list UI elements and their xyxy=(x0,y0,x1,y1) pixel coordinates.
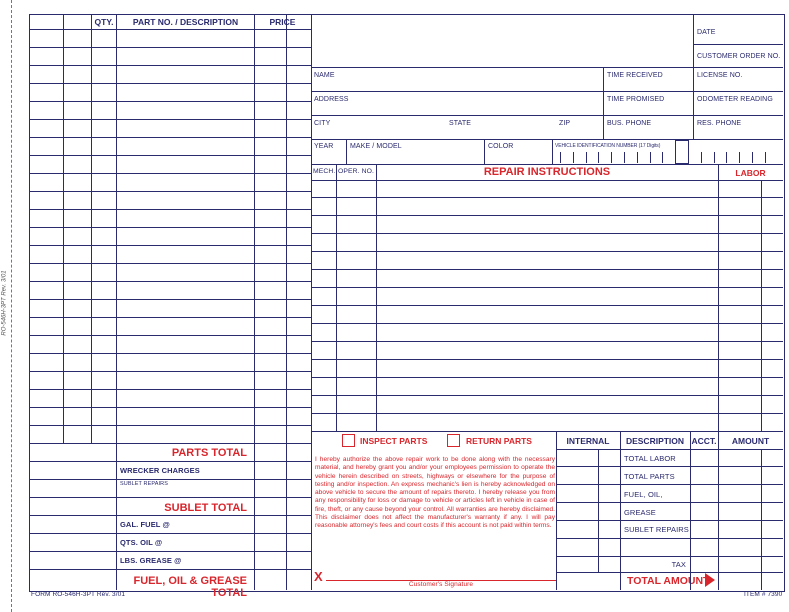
fuel-oil-grease-total-label: FUEL, OIL & GREASE TOTAL xyxy=(133,575,247,599)
summary-col-line xyxy=(761,449,762,590)
summary-row-line xyxy=(556,572,783,573)
parts-row-line xyxy=(29,299,311,300)
inspect-parts-checkbox[interactable] xyxy=(342,434,355,447)
tax-label: TAX xyxy=(671,560,686,569)
zip-field[interactable]: ZIP xyxy=(559,120,571,127)
name-field[interactable]: NAME xyxy=(314,72,335,79)
repair-row-line xyxy=(311,287,783,288)
parts-row-line xyxy=(29,479,311,480)
repair-instructions-title: REPAIR INSTRUCTIONS xyxy=(483,166,611,178)
description-header: DESCRIPTION xyxy=(625,436,685,446)
repair-row-line xyxy=(311,251,783,252)
customer-order-field[interactable]: CUSTOMER ORDER NO. xyxy=(697,53,781,60)
info-line xyxy=(693,44,783,45)
labor-header: LABOR xyxy=(735,168,766,178)
repair-header-line xyxy=(311,180,783,181)
return-parts-checkbox[interactable] xyxy=(447,434,460,447)
repair-row-line xyxy=(311,359,783,360)
parts-row-line xyxy=(29,29,311,30)
parts-row-line xyxy=(29,227,311,228)
state-field[interactable]: STATE xyxy=(449,120,472,127)
repair-row-line xyxy=(311,233,783,234)
vin-digit-tick xyxy=(598,152,599,163)
vin-digit-tick xyxy=(662,152,663,163)
summary-row-line xyxy=(556,538,783,539)
parts-row-line xyxy=(29,335,311,336)
summary-col-line xyxy=(598,449,599,572)
amount-header: AMOUNT xyxy=(731,436,770,446)
summary-row-line xyxy=(556,502,783,503)
parts-row-line xyxy=(29,263,311,264)
parts-row-line xyxy=(29,371,311,372)
repair-row-line xyxy=(311,305,783,306)
parts-row-line xyxy=(29,569,311,570)
part-description-header: PART NO. / DESCRIPTION xyxy=(132,17,239,27)
vin-digit-tick xyxy=(560,152,561,163)
info-divider xyxy=(603,67,604,139)
fuel-oil-label: FUEL, OIL, xyxy=(624,490,663,499)
inspect-parts-label: INSPECT PARTS xyxy=(360,436,428,446)
gal-fuel-label: GAL. FUEL @ xyxy=(120,520,170,529)
signature-x-mark: X xyxy=(314,569,323,584)
total-amount-label: TOTAL AMOUNT xyxy=(627,575,710,587)
parts-col-line xyxy=(254,14,255,590)
vin-digit-tick xyxy=(714,152,715,163)
sublet-repairs-summary-label: SUBLET REPAIRS xyxy=(624,525,689,534)
repair-col-line xyxy=(376,164,377,431)
summary-col-line xyxy=(690,431,691,590)
parts-row-line xyxy=(29,353,311,354)
vin-digit-tick xyxy=(752,152,753,163)
res-phone-field[interactable]: RES. PHONE xyxy=(697,120,742,127)
make-model-field[interactable]: MAKE / MODEL xyxy=(350,143,402,150)
repair-col-line xyxy=(718,164,719,431)
wrecker-charges-label: WRECKER CHARGES xyxy=(120,466,200,475)
repair-row-line xyxy=(311,341,783,342)
signature-label: Customer's Signature xyxy=(408,581,474,588)
vin-digit-tick xyxy=(611,152,612,163)
parts-col-line xyxy=(116,14,117,590)
parts-row-line xyxy=(29,317,311,318)
parts-col-line xyxy=(91,14,92,443)
color-field[interactable]: COLOR xyxy=(488,143,514,150)
parts-row-line xyxy=(29,443,311,444)
parts-row-line xyxy=(29,515,311,516)
info-line xyxy=(311,91,783,92)
parts-row-line xyxy=(29,533,311,534)
authorization-text: I hereby authorize the above repair work to be done along with the necessary material, and hereby grant you and/or your employees permission to operate the vehicle herein described on streets, highways or elsewhere for the purpose of testing and/or inspection. An express mechanic's lien is hereby acknowledged on above vehicle to secure the amount of repairs thereto. I hereby release you from any responsibility for loss or damage to vehicle or articles left in vehicle in case of fire, theft, or any cause beyond your control. All warranties are hereby disclaimed. This disclaimer does not affect the manufacturer's warranty if any. I will pay reasonable attorney's fees and court costs if this account is not paid within terms. xyxy=(315,456,555,530)
parts-row-line xyxy=(29,119,311,120)
total-parts-label: TOTAL PARTS xyxy=(624,472,675,481)
vin-digit-tick xyxy=(650,152,651,163)
vin-digit-tick xyxy=(688,152,689,163)
summary-col-line xyxy=(718,431,719,590)
vin-digit-tick xyxy=(726,152,727,163)
qts-oil-label: QTS. OIL @ xyxy=(120,538,163,547)
parts-row-line xyxy=(29,65,311,66)
parts-row-line xyxy=(29,137,311,138)
repair-col-line xyxy=(761,180,762,431)
total-amount-arrow-icon xyxy=(705,573,715,587)
mech-header: MECH. xyxy=(313,168,336,175)
time-received-field[interactable]: TIME RECEIVED xyxy=(607,72,663,79)
info-divider xyxy=(484,139,485,164)
qty-header: QTY. xyxy=(94,17,114,27)
vin-digit-tick xyxy=(765,152,766,163)
parts-row-line xyxy=(29,551,311,552)
parts-row-line xyxy=(29,173,311,174)
vin-check-box[interactable] xyxy=(675,140,689,164)
summary-row-line xyxy=(556,466,783,467)
repair-row-line xyxy=(311,395,783,396)
parts-row-line xyxy=(29,209,311,210)
year-field[interactable]: YEAR xyxy=(314,143,334,150)
parts-row-line xyxy=(29,497,311,498)
vin-label: VEHICLE IDENTIFICATION NUMBER (17 Digits) xyxy=(555,143,661,149)
parts-row-line xyxy=(29,191,311,192)
license-field[interactable]: LICENSE NO. xyxy=(697,72,743,79)
repair-row-line xyxy=(311,197,783,198)
summary-row-line xyxy=(556,520,783,521)
perforation-line xyxy=(11,0,12,612)
address-field[interactable]: ADDRESS xyxy=(314,96,349,103)
parts-row-line xyxy=(29,83,311,84)
price-header: PRICE xyxy=(269,17,296,27)
repair-col-line xyxy=(336,164,337,431)
vin-digit-tick xyxy=(701,152,702,163)
sublet-repairs-label: SUBLET REPAIRS xyxy=(120,481,168,487)
bus-phone-field[interactable]: BUS. PHONE xyxy=(607,120,652,127)
summary-row-line xyxy=(556,484,783,485)
parts-col-line xyxy=(286,14,287,590)
parts-row-line xyxy=(29,245,311,246)
city-field[interactable]: CITY xyxy=(314,120,331,127)
summary-col-line xyxy=(620,431,621,590)
parts-row-line xyxy=(29,461,311,462)
margin-form-code: RO-546H-3PT Rev. 3/01 xyxy=(1,270,8,336)
info-divider xyxy=(346,139,347,164)
repair-bottom-line xyxy=(311,431,783,432)
summary-row-line xyxy=(556,556,783,557)
parts-row-line xyxy=(29,155,311,156)
parts-row-line xyxy=(29,389,311,390)
summary-col-line xyxy=(556,431,557,590)
return-parts-label: RETURN PARTS xyxy=(466,436,532,446)
parts-col-line xyxy=(311,14,312,590)
parts-row-line xyxy=(29,47,311,48)
parts-row-line xyxy=(29,407,311,408)
parts-row-line xyxy=(29,281,311,282)
vin-digit-tick xyxy=(675,152,676,163)
repair-row-line xyxy=(311,377,783,378)
repair-top-line xyxy=(311,164,783,165)
internal-header: INTERNAL xyxy=(566,436,610,446)
vin-digit-tick xyxy=(573,152,574,163)
info-line xyxy=(311,139,783,140)
lbs-grease-label: LBS. GREASE @ xyxy=(120,556,182,565)
oper-no-header: OPER. NO. xyxy=(338,168,375,175)
vin-digit-tick xyxy=(586,152,587,163)
parts-total-label: PARTS TOTAL xyxy=(171,447,247,459)
odometer-field[interactable]: ODOMETER READING xyxy=(697,96,773,103)
time-promised-field[interactable]: TIME PROMISED xyxy=(607,96,665,103)
summary-header-line xyxy=(556,449,783,450)
repair-row-line xyxy=(311,323,783,324)
grease-label: GREASE xyxy=(624,508,656,517)
repair-row-line xyxy=(311,413,783,414)
vin-digit-tick xyxy=(637,152,638,163)
parts-col-line xyxy=(63,14,64,443)
info-divider xyxy=(693,14,694,139)
info-divider xyxy=(552,139,553,164)
vin-digit-tick xyxy=(624,152,625,163)
vin-digit-tick xyxy=(739,152,740,163)
date-field[interactable]: DATE xyxy=(697,29,716,36)
total-labor-label: TOTAL LABOR xyxy=(624,454,676,463)
sublet-total-label: SUBLET TOTAL xyxy=(164,502,247,514)
parts-row-line xyxy=(29,101,311,102)
info-line xyxy=(311,67,783,68)
acct-header: ACCT. xyxy=(691,436,717,446)
repair-row-line xyxy=(311,215,783,216)
info-line xyxy=(311,115,783,116)
repair-row-line xyxy=(311,269,783,270)
parts-row-line xyxy=(29,425,311,426)
item-number-footer: ITEM # 7390 xyxy=(744,591,783,598)
form-code-footer: FORM RO-546H-3PT Rev. 3/01 xyxy=(31,591,126,598)
